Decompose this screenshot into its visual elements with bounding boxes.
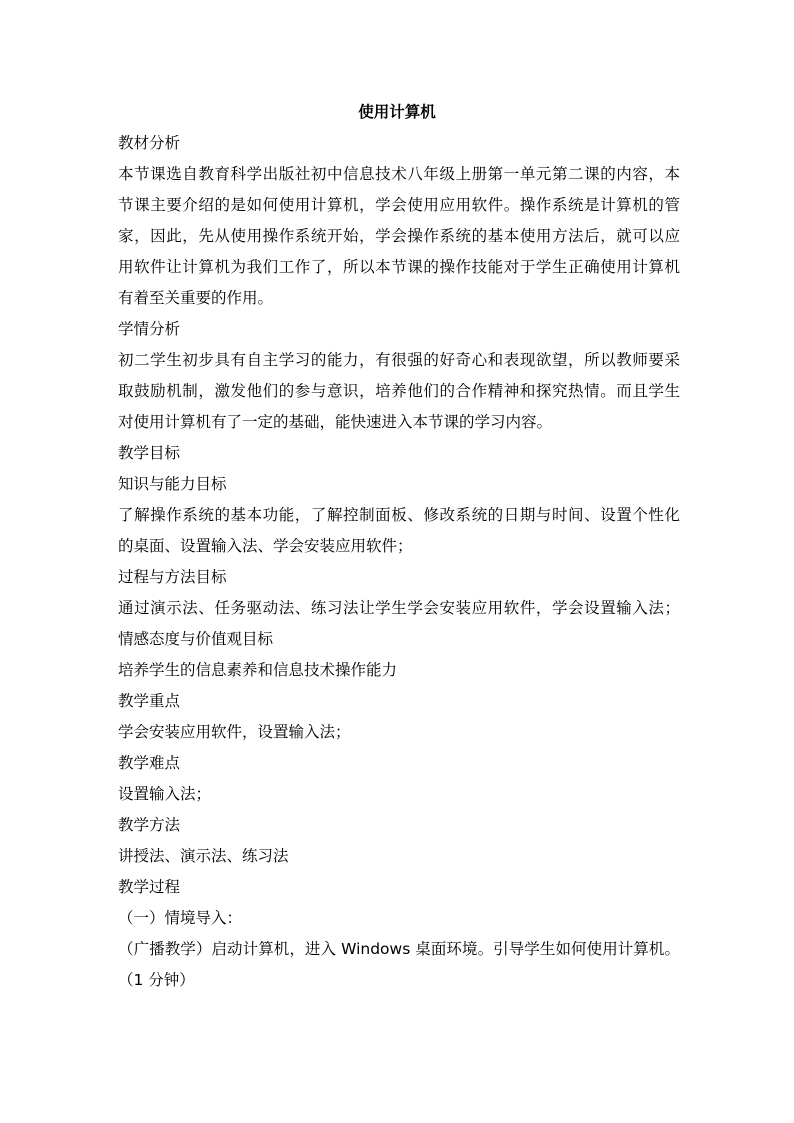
text-line: 学会安装应用软件，设置输入法； (118, 723, 351, 741)
text-line: 教学重点 (118, 692, 181, 710)
text-line: 过程与方法目标 (118, 568, 227, 586)
text-line: 设置输入法； (118, 785, 212, 803)
text-line: 教学过程 (118, 878, 181, 896)
text-line: 学情分析 (118, 320, 181, 338)
text-line: 通过演示法、任务驱动法、练习法让学生学会安装应用软件，学会设置输入法； (118, 599, 680, 617)
text-line: 用软件让计算机为我们工作了，所以本节课的操作技能对于学生正确使用计算机 (118, 258, 680, 276)
text-line: 的桌面、设置输入法、学会安装应用软件； (118, 537, 413, 555)
text-line: 培养学生的信息素养和信息技术操作能力 (118, 661, 398, 679)
text-line: 情感态度与价值观目标 (118, 630, 274, 648)
text-line: 对使用计算机有了一定的基础，能快速进入本节课的学习内容。 (118, 413, 553, 431)
text-line: 教学难点 (118, 754, 181, 772)
text-line: 家，因此，先从使用操作系统开始，学会操作系统的基本使用方法后，就可以应 (118, 227, 680, 245)
text-line: 讲授法、演示法、练习法 (118, 847, 289, 865)
text-line: （广播教学）启动计算机，进入 Windows 桌面环境。引导学生如何使用计算机。 (118, 940, 680, 958)
text-line: 有着至关重要的作用。 (118, 289, 274, 307)
text-line: （1 分钟） (118, 971, 195, 989)
text-line: 教材分析 (118, 134, 181, 152)
document-body (118, 128, 684, 996)
text-line: 了解操作系统的基本功能，了解控制面板、修改系统的日期与时间、设置个性化 (118, 506, 680, 524)
text-line: 初二学生初步具有自主学习的能力，有很强的好奇心和表现欲望，所以教师要采 (118, 351, 680, 369)
text-line: （一）情境导入： (118, 909, 243, 927)
text-line: 取鼓励机制，激发他们的参与意识，培养他们的合作精神和探究热情。而且学生 (118, 382, 680, 400)
document-title: 使用计算机 (358, 103, 436, 121)
text-line: 教学方法 (118, 816, 181, 834)
text-line: 节课主要介绍的是如何使用计算机，学会使用应用软件。操作系统是计算机的管 (118, 196, 680, 214)
text-line: 知识与能力目标 (118, 475, 227, 493)
text-line: 教学目标 (118, 444, 181, 462)
text-line: 本节课选自教育科学出版社初中信息技术八年级上册第一单元第二课的内容，本 (118, 165, 680, 183)
